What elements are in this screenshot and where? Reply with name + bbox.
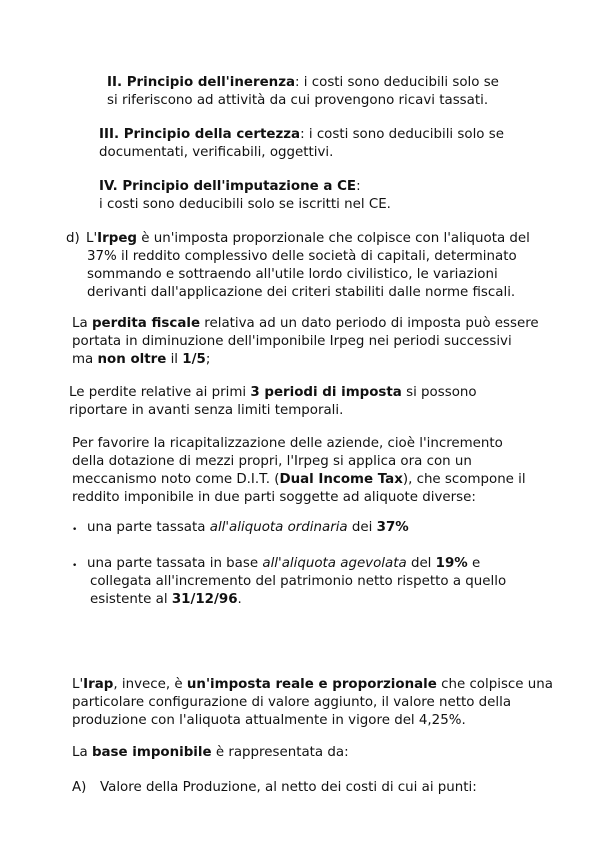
base-term: base imponibile xyxy=(91,745,212,760)
dit-term: Dual Income Tax xyxy=(279,472,403,487)
bullet2-mid: del xyxy=(406,556,436,571)
principle-2-title: II. Principio dell'inerenza xyxy=(107,75,296,90)
bullet-icon: • xyxy=(72,561,78,571)
perdite-term: 3 periodi di imposta xyxy=(250,385,402,400)
bullet2-date: 31/12/96 xyxy=(171,592,238,607)
irap-l1-post: che colpisce una xyxy=(436,677,553,692)
irap-l1-mid: , invece, è xyxy=(113,677,187,692)
bullet1-pre: una parte tassata xyxy=(87,520,210,535)
perdita-l1-pre: La xyxy=(72,316,92,331)
irpeg-l2: 37% il reddito complessivo delle società di capitali, determinato xyxy=(87,249,517,264)
perdite-paragraph xyxy=(69,384,477,420)
bullet2-post: e xyxy=(467,556,481,571)
principle-4 xyxy=(99,178,391,214)
bullet1-rate: 37% xyxy=(376,520,409,535)
perdita-term: perdita fiscale xyxy=(91,316,201,331)
dit-l3-pre: meccanismo noto come D.I.T. ( xyxy=(72,472,280,487)
bullet-icon: • xyxy=(72,525,78,535)
bullet1-italic: all'aliquota ordinaria xyxy=(209,520,348,535)
dit-l2: della dotazione di mezzi propri, l'Irpeg si applica ora con un xyxy=(72,454,472,469)
bullet2-rate: 19% xyxy=(435,556,468,571)
principle-3-line2: documentati, verificabili, oggettivi. xyxy=(99,145,334,160)
item-a xyxy=(100,779,477,797)
perdita-l3-post: ; xyxy=(205,352,211,367)
perdita-l1-post: relativa ad un dato periodo di imposta può essere xyxy=(200,316,539,331)
bullet1-mid: dei xyxy=(347,520,377,535)
irap-l1-pre: L' xyxy=(72,677,84,692)
perdite-l1-pre: Le perdite relative ai primi xyxy=(69,385,251,400)
dit-l3-post: ), che scompone il xyxy=(402,472,526,487)
principle-3-line1: : i costi sono deducibili solo se xyxy=(300,127,504,142)
principle-3 xyxy=(99,126,504,162)
bullet2-pre: una parte tassata in base xyxy=(87,556,263,571)
bullet2-italic: all'aliquota agevolata xyxy=(262,556,407,571)
irpeg-marker xyxy=(66,230,80,248)
perdita-l3-mid: il xyxy=(166,352,183,367)
principle-2-line1: : i costi sono deducibili solo se xyxy=(295,75,499,90)
principle-3-title: III. Principio della certezza xyxy=(99,127,301,142)
perdite-l1-post: si possono xyxy=(401,385,477,400)
irap-definition: un'imposta reale e proporzionale xyxy=(186,677,437,692)
irap-term: Irap xyxy=(83,677,114,692)
irpeg-l3: sommando e sottraendo all'utile lordo civilistico, le variazioni xyxy=(87,267,498,282)
irap-paragraph xyxy=(72,676,553,730)
base-pre: La xyxy=(72,745,92,760)
principle-4-line2: i costi sono deducibili solo se iscritti nel CE. xyxy=(99,197,391,212)
perdita-non-oltre: non oltre xyxy=(97,352,167,367)
perdite-l2: riportare in avanti senza limiti temporali. xyxy=(69,403,344,418)
perdita-fraction: 1/5 xyxy=(182,352,206,367)
bullet-item-ordinaria xyxy=(87,519,409,537)
item-a-text: Valore della Produzione, al netto dei costi di cui ai punti: xyxy=(100,780,477,795)
dit-l1: Per favorire la ricapitalizzazione delle aziende, cioè l'incremento xyxy=(72,436,503,451)
irpeg-l4: derivanti dall'applicazione dei criteri stabiliti dalle norme fiscali. xyxy=(87,285,516,300)
principle-2 xyxy=(107,74,499,110)
base-imponibile xyxy=(72,744,349,762)
base-post: è rappresentata da: xyxy=(211,745,349,760)
irpeg-l1-pre: L' xyxy=(86,231,98,246)
bullet2-l2: collegata all'incremento del patrimonio netto rispetto a quello xyxy=(90,574,507,589)
bullet2-l3-pre: esistente al xyxy=(90,592,172,607)
irap-l2: particolare configurazione di valore aggiunto, il valore netto della xyxy=(72,695,512,710)
list-marker-a: A) xyxy=(72,780,87,795)
principle-4-line1: : xyxy=(356,179,361,194)
irpeg-term: Irpeg xyxy=(97,231,137,246)
list-marker-d: d) xyxy=(66,231,80,246)
principle-4-title: IV. Principio dell'imputazione a CE xyxy=(99,179,357,194)
perdita-l2: portata in diminuzione dell'imponibile Irpeg nei periodi successivi xyxy=(72,334,512,349)
irap-l3: produzione con l'aliquota attualmente in vigore del 4,25%. xyxy=(72,713,466,728)
dit-paragraph xyxy=(72,435,526,507)
irpeg-paragraph xyxy=(86,230,530,302)
bullet-item-agevolata xyxy=(87,555,506,609)
irpeg-l1-post: è un'imposta proporzionale che colpisce con l'aliquota del xyxy=(137,231,530,246)
principle-2-line2: si riferiscono ad attività da cui provengono ricavi tassati. xyxy=(107,93,489,108)
dit-l4: reddito imponibile in due parti soggette ad aliquote diverse: xyxy=(72,490,476,505)
item-a-marker xyxy=(72,779,86,797)
perdita-l3-pre: ma xyxy=(72,352,98,367)
bullet2-l3-post: . xyxy=(237,592,242,607)
perdita-paragraph xyxy=(72,315,539,369)
